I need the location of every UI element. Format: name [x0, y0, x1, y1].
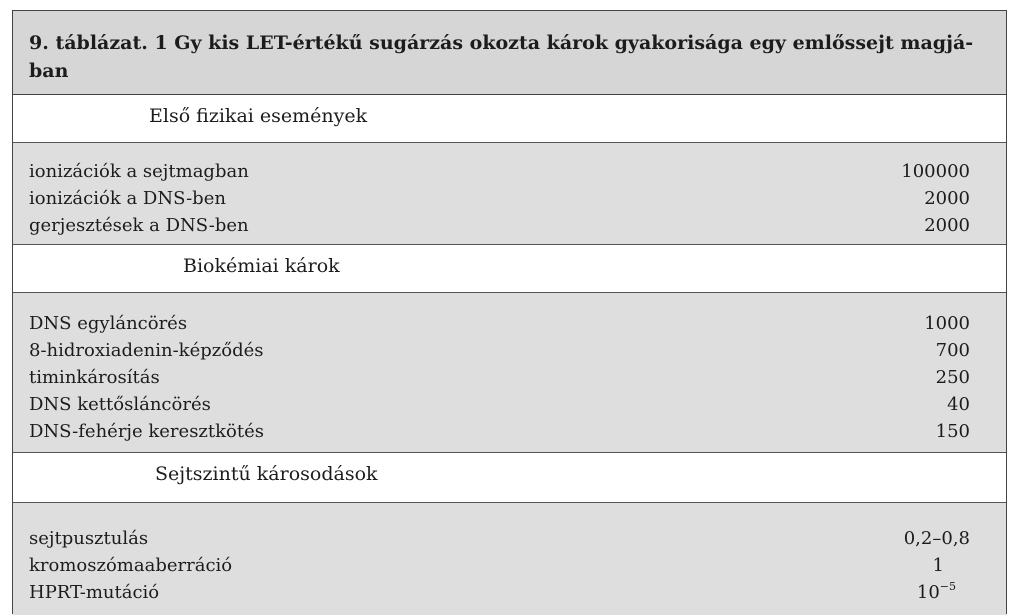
row-label: DNS kettősláncörés	[29, 394, 211, 415]
table-row	[13, 552, 1006, 579]
section-header-biochemical-damage	[13, 245, 1006, 293]
table-caption-line-1: 9. táblázat. 1 Gy kis LET-értékű sugárzás okozta károk gyakorisága egy emlőssejt magjá-	[29, 32, 974, 54]
row-value: 1000	[924, 313, 970, 334]
table-row	[13, 364, 1006, 391]
row-value: 1	[932, 555, 944, 576]
row-value: 700	[935, 340, 970, 361]
section-body-biochemical-damage	[13, 293, 1006, 453]
section-body-cellular-damage	[13, 503, 1006, 615]
row-value: 40	[947, 394, 970, 415]
table-row	[13, 310, 1006, 337]
row-label: 8-hidroxiadenin-képződés	[29, 340, 264, 361]
table-caption-line-2: ban	[29, 60, 69, 82]
row-label: gerjesztések a DNS-ben	[29, 215, 249, 236]
section-header-physical-events	[13, 95, 1006, 143]
table-row	[13, 185, 1006, 212]
row-label: DNS-fehérje keresztkötés	[29, 421, 265, 442]
row-value: 2000	[924, 215, 970, 236]
value-exponent: −5	[939, 580, 956, 593]
table-row	[13, 418, 1006, 445]
table-row	[13, 212, 1006, 239]
table-caption	[13, 11, 1006, 95]
section-title: Biokémiai károk	[183, 255, 340, 277]
row-label: DNS egyláncörés	[29, 313, 188, 334]
section-header-cellular-damage	[13, 453, 1006, 503]
table-row	[13, 525, 1006, 552]
table-row	[13, 391, 1006, 418]
row-value: 100000	[901, 161, 970, 182]
section-title: Első fizikai események	[149, 105, 368, 127]
row-label: ionizációk a DNS-ben	[29, 188, 226, 209]
table-row	[13, 579, 1006, 606]
row-value-power	[917, 579, 956, 606]
row-value: 150	[935, 421, 970, 442]
table-row	[13, 158, 1006, 185]
row-label: timinkárosítás	[29, 367, 160, 388]
section-title: Sejtszintű károsodások	[155, 463, 378, 485]
table-row	[13, 337, 1006, 364]
value-base: 10	[916, 582, 940, 603]
row-label: sejtpusztulás	[29, 528, 149, 549]
row-label: kromoszómaaberráció	[29, 555, 233, 576]
row-label: ionizációk a sejtmagban	[29, 161, 249, 182]
row-label: HPRT-mutáció	[29, 582, 160, 603]
row-value: 0,2–0,8	[903, 528, 970, 549]
damage-frequency-table	[12, 10, 1007, 614]
row-value: 250	[935, 367, 970, 388]
section-body-physical-events	[13, 143, 1006, 245]
row-value: 2000	[924, 188, 970, 209]
